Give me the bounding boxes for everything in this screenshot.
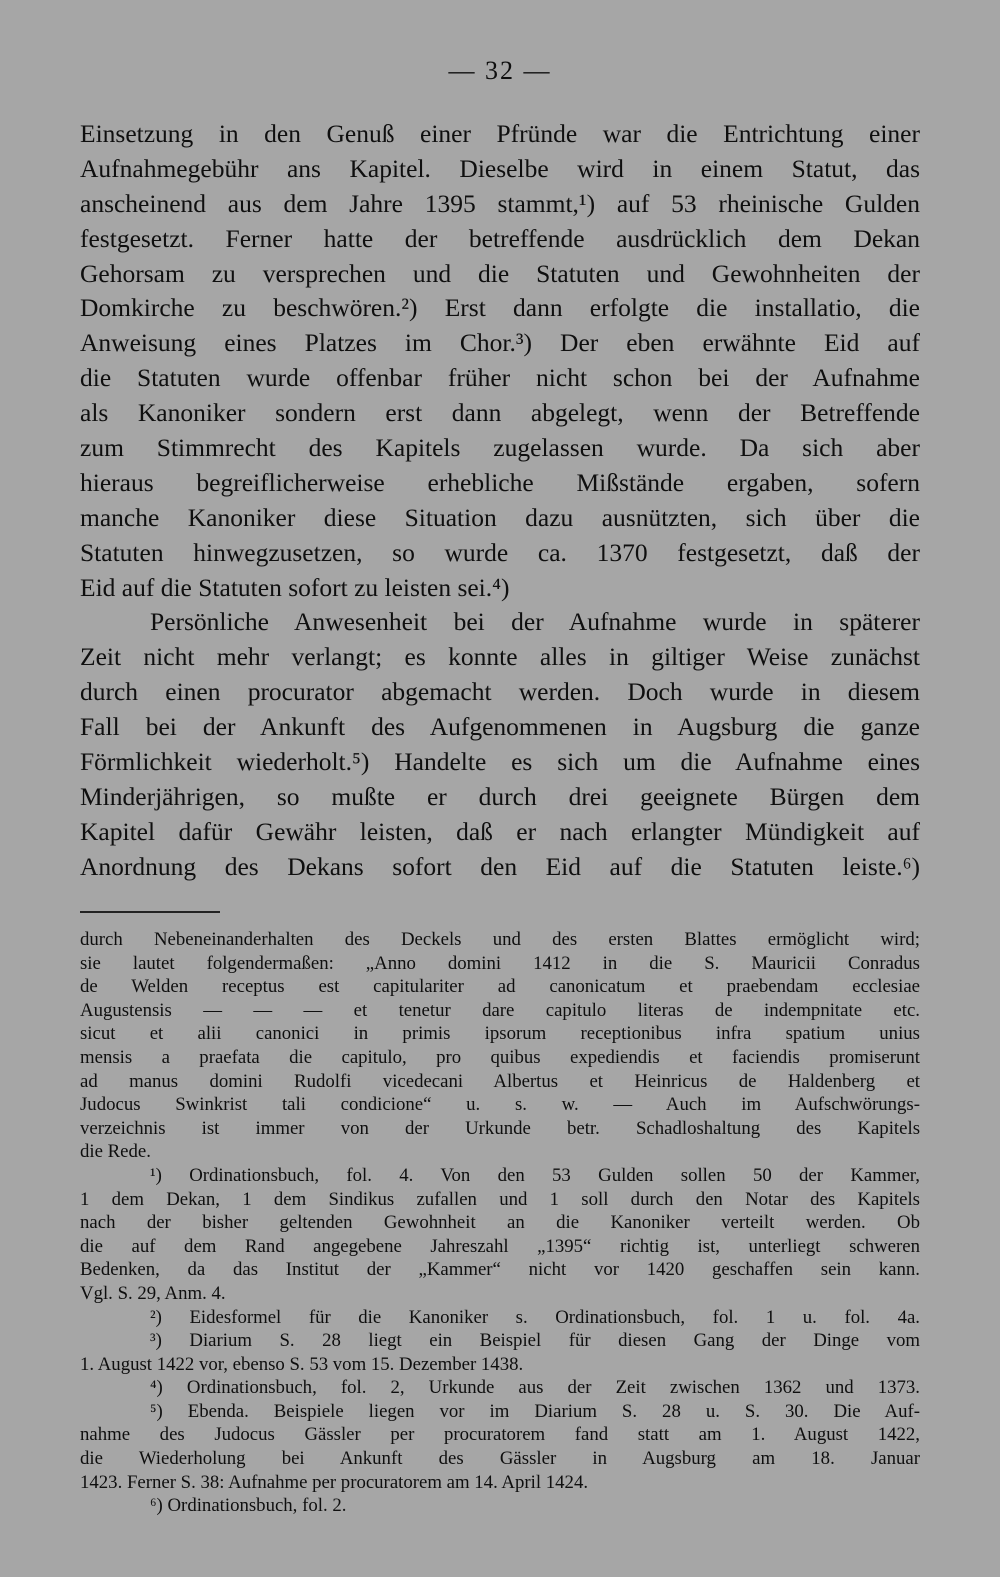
text-line: anscheinend aus dem Jahre 1395 stammt,¹) auf 53 rheinische Gulden [80,188,920,218]
footnote-line: ⁶) Ordinationsbuch, fol. 2. [150,1495,347,1517]
footnote-line: die Wiederholung bei Ankunft des Gässler in Augsburg am 18. Januar [80,1448,920,1470]
footnote-line: ³) Diarium S. 28 liegt ein Beispiel für diesen Gang der Dinge vom [150,1330,920,1352]
footnote-line: Vgl. S. 29, Anm. 4. [80,1282,226,1304]
text-line: Einsetzung in den Genuß einer Pfründe war die Entrichtung einer [80,119,920,148]
text-line: Eid auf die Statuten sofort zu leisten sei.⁴) [80,572,510,602]
footnote-line: ⁴) Ordinationsbuch, fol. 2, Urkunde aus der Zeit zwischen 1362 und 1373. [150,1377,920,1399]
text-line: Fall bei der Ankunft des Aufgenommenen in Augsburg die ganze [80,712,920,742]
footnote-line: sie lautet folgendermaßen: „Anno domini 1412 in die S. Mauricii Conradus [80,952,920,974]
footnote-line: nahme des Judocus Gässler per procuratorem fand statt am 1. August 1422, [80,1424,920,1446]
footnote-line: ¹) Ordinationsbuch, fol. 4. Von den 53 Gulden sollen 50 der Kammer, [150,1164,920,1186]
text-line: Statuten hinwegzusetzen, so wurde ca. 1370 festgesetzt, daß der [80,537,920,567]
footnote-line: mensis a praefata die capitulo, pro quibus expediendis et faciendis promiserunt [80,1046,920,1068]
text-line: Anordnung des Dekans sofort den Eid auf die Statuten leiste.⁶) [80,851,920,881]
text-line: die Statuten wurde offenbar früher nicht schon bei der Aufnahme [80,363,920,393]
text-line: manche Kanoniker diese Situation dazu ausnützten, sich über die [80,502,920,532]
text-line: Kapitel dafür Gewähr leisten, daß er nach erlangter Mündigkeit auf [80,816,920,846]
footnote-separator [80,911,220,913]
footnote-line: ²) Eidesformel für die Kanoniker s. Ordinationsbuch, fol. 1 u. fol. 4a. [150,1306,920,1328]
footnote-line: nach der bisher geltenden Gewohnheit an die Kanoniker verteilt werden. Ob [80,1212,920,1234]
text-line: Zeit nicht mehr verlangt; es konnte alles in giltiger Weise zunächst [80,642,920,672]
footnote-line: 1423. Ferner S. 38: Aufnahme per procuratorem am 14. April 1424. [80,1471,589,1493]
footnote-line: die auf dem Rand angegebene Jahreszahl „1395“ richtig ist, unterliegt schweren [80,1235,920,1257]
text-line: Förmlichkeit wiederholt.⁵) Handelte es sich um die Aufnahme eines [80,747,920,777]
main-text [80,117,920,885]
text-line: Aufnahmegebühr ans Kapitel. Dieselbe wird in einem Statut, das [80,153,920,183]
text-line: Anweisung eines Platzes im Chor.³) Der eben erwähnte Eid auf [80,328,920,358]
page-number: — 32 — [448,56,552,85]
text-line: durch einen procurator abgemacht werden. Doch wurde in diesem [80,677,920,707]
text-line: Gehorsam zu versprechen und die Statuten und Gewohnheiten der [80,258,920,288]
footnote-line: ad manus domini Rudolfi vicedecani Albertus et Heinricus de Haldenberg et [80,1070,920,1092]
footnote-line: 1 dem Dekan, 1 dem Sindikus zufallen und 1 soll durch den Notar des Kapitels [80,1188,920,1210]
footnote-line: Judocus Swinkrist tali condicione“ u. s. w. — Auch im Aufschwörungs- [80,1094,920,1116]
text-line: Persönliche Anwesenheit bei der Aufnahme wurde in späterer [150,607,920,637]
footnote-line: Bedenken, da das Institut der „Kammer“ nicht vor 1420 geschaffen sein kann. [80,1259,920,1281]
text-line: Minderjährigen, so mußte er durch drei geeignete Bürgen dem [80,781,920,811]
footnote-line: ⁵) Ebenda. Beispiele liegen vor im Diarium S. 28 u. S. 30. Die Auf- [150,1400,920,1422]
footnote-line: de Welden receptus est capitulariter ad canonicatum et praebendam ecclesiae [80,976,920,998]
footnote-line: verzeichnis ist immer von der Urkunde betr. Schadloshaltung des Kapitels [80,1117,920,1139]
footnote-line: durch Nebeneinanderhalten des Deckels und des ersten Blattes ermöglicht wird; [80,929,920,950]
footnotes [80,928,920,1518]
text-line: zum Stimmrecht des Kapitels zugelassen wurde. Da sich aber [80,433,920,463]
text-line: festgesetzt. Ferner hatte der betreffende ausdrücklich dem Dekan [80,223,920,253]
text-line: als Kanoniker sondern erst dann abgelegt, wenn der Betreffende [80,398,920,428]
text-line: Domkirche zu beschwören.²) Erst dann erfolgte die installatio, die [80,293,920,323]
footnote-line: sicut et alii canonici in primis ipsorum receptionibus infra spatium unius [80,1023,920,1045]
footnote-line: die Rede. [80,1141,151,1163]
text-line: hieraus begreiflicherweise erhebliche Mißstände ergaben, sofern [80,467,920,497]
footnote-line: Augustensis — — — et tenetur dare capitulo literas de indempnitate etc. [80,999,920,1021]
footnote-line: 1. August 1422 vor, ebenso S. 53 vom 15. Dezember 1438. [80,1353,524,1375]
